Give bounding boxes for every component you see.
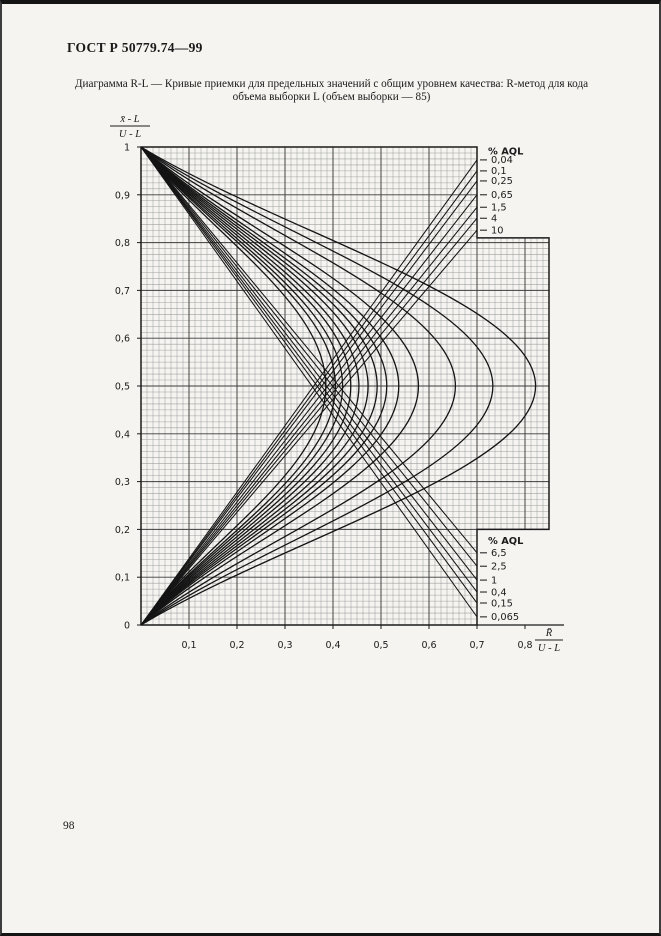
x-tick-label: 0,1 [181,640,197,651]
y-axis-label [110,114,150,140]
x-axis-label-numerator: R̄ [545,628,553,639]
x-tick-label: 0,8 [517,640,533,651]
y-tick-label: 0,2 [114,524,130,536]
aql-legend-title-bottom: % AQL [488,535,524,547]
figure-caption-line2: объема выборки L (объем выборки — 85) [232,91,431,104]
x-tick-label: 0,5 [373,640,389,651]
aql-label: 1,5 [491,202,507,214]
aql-label: 0,4 [491,587,507,599]
y-tick-label: 0,1 [114,572,130,584]
y-tick-label: 0,3 [114,477,130,489]
y-tick-label: 0,6 [114,333,130,345]
aql-label: 0,04 [491,155,513,167]
y-axis-label-numerator: x̄ - L [120,114,140,125]
aql-label: 1 [491,575,498,587]
y-tick-label: 1 [123,142,130,154]
aql-legend-title-top: % AQL [488,146,524,158]
aql-label: 0,65 [491,190,513,202]
aql-label: 0,1 [491,166,507,178]
y-tick-label: 0,4 [114,429,130,441]
y-tick-label: 0,8 [114,238,130,250]
y-tick-label: 0 [123,620,130,632]
aql-label: 10 [491,225,504,237]
x-tick-label: 0,7 [469,640,485,651]
y-tick-label: 0,5 [114,381,130,393]
y-axis-ticks [115,143,141,632]
aql-label: 6,5 [491,548,507,560]
x-tick-label: 0,6 [421,640,437,651]
y-axis-label-denominator: U - L [118,129,142,140]
page-number: 98 [63,820,75,832]
standard-number: ГОСТ Р 50779.74—99 [67,40,203,55]
y-tick-label: 0,7 [114,285,130,297]
aql-label: 0,065 [491,612,520,624]
aql-label: 2,5 [491,561,507,573]
aql-label: 4 [491,213,498,225]
y-tick-label: 0,9 [114,190,130,202]
aql-label: 0,15 [491,598,513,610]
x-axis-ticks [181,625,532,651]
x-tick-label: 0,2 [229,640,245,651]
x-tick-label: 0,3 [277,640,293,651]
aql-label: 0,25 [491,176,513,188]
x-axis-label-denominator: U - L [537,643,561,654]
x-axis-label [535,627,563,654]
figure-caption-line1: Диаграмма R-L — Кривые приемки для предельных значений с общим уровнем качества: R-метод для кода [74,78,589,90]
x-tick-label: 0,4 [325,640,341,651]
